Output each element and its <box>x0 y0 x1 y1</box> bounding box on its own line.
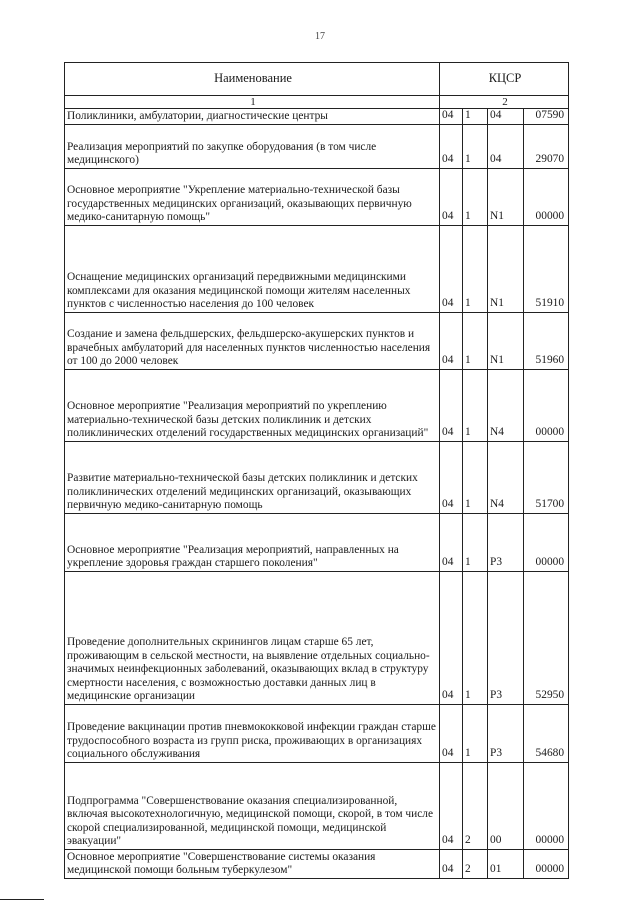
table-row <box>65 849 569 878</box>
name-cell: Основное мероприятие "Реализация мероприятий по укреплению материально-технической базы детских поликлиник и детских поликлинических отделений государственных медицинских организаций" <box>65 369 440 441</box>
name-cell: Основное мероприятие "Реализация мероприятий, направленных на укрепление здоровья граждан старшего поколения" <box>65 513 440 571</box>
code-direction-cell: 00000 <box>524 513 569 571</box>
code-section-cell: 04 <box>440 513 463 571</box>
code-section-cell: 04 <box>440 225 463 312</box>
code-direction-cell: 51700 <box>524 441 569 513</box>
code-direction-cell: 51910 <box>524 225 569 312</box>
code-program-cell: 1 <box>463 168 488 225</box>
name-cell: Основное мероприятие "Совершенствование системы оказания медицинской помощи больным туберкулезом" <box>65 849 440 878</box>
code-subprogram-cell: 04 <box>488 109 524 125</box>
table-row <box>65 124 569 168</box>
code-subprogram-cell: P3 <box>488 704 524 762</box>
table-row <box>65 369 569 441</box>
code-section-cell: 04 <box>440 109 463 125</box>
footnote-rule <box>0 899 44 900</box>
header-name-column: Наименование <box>65 63 440 96</box>
name-cell: Подпрограмма "Совершенствование оказания специализированной, включая высокотехнологичную, медицинской помощи, скорой, в том числе скорой специализированной, медицинской помощи, медицинской эвакуации" <box>65 762 440 849</box>
table-column-number-row <box>65 96 569 109</box>
code-section-cell: 04 <box>440 571 463 704</box>
name-cell: Проведение вакцинации против пневмококковой инфекции граждан старше трудоспособного возраста из групп риска, проживающих в организациях социального обслуживания <box>65 704 440 762</box>
table-row <box>65 312 569 369</box>
table-row <box>65 441 569 513</box>
header-name-number: 1 <box>65 96 440 109</box>
code-section-cell: 04 <box>440 369 463 441</box>
code-program-cell: 2 <box>463 849 488 878</box>
table-row <box>65 109 569 125</box>
code-subprogram-cell: 01 <box>488 849 524 878</box>
table-row <box>65 225 569 312</box>
code-program-cell: 1 <box>463 441 488 513</box>
table-row <box>65 513 569 571</box>
name-cell: Проведение дополнительных скринингов лицам старше 65 лет, проживающим в сельской местности, на выявление отдельных социально-значимых неинфекционных заболеваний, оказывающих вклад в структуру смертности населения, с возможностью доставки данных лиц в медицинские организации <box>65 571 440 704</box>
code-subprogram-cell: N4 <box>488 369 524 441</box>
code-program-cell: 1 <box>463 513 488 571</box>
code-direction-cell: 00000 <box>524 369 569 441</box>
code-section-cell: 04 <box>440 441 463 513</box>
code-direction-cell: 00000 <box>524 168 569 225</box>
code-subprogram-cell: P3 <box>488 571 524 704</box>
code-section-cell: 04 <box>440 124 463 168</box>
table-row <box>65 571 569 704</box>
code-program-cell: 1 <box>463 704 488 762</box>
code-program-cell: 1 <box>463 109 488 125</box>
header-code-number: 2 <box>440 96 569 109</box>
code-direction-cell: 54680 <box>524 704 569 762</box>
code-subprogram-cell: N1 <box>488 225 524 312</box>
code-subprogram-cell: N4 <box>488 441 524 513</box>
code-subprogram-cell: N1 <box>488 312 524 369</box>
name-cell: Создание и замена фельдшерских, фельдшерско-акушерских пунктов и врачебных амбулаторий для населенных пунктов численностью населения от 100 до 2000 человек <box>65 312 440 369</box>
code-program-cell: 2 <box>463 762 488 849</box>
code-program-cell: 1 <box>463 571 488 704</box>
table-row <box>65 168 569 225</box>
code-section-cell: 04 <box>440 704 463 762</box>
code-subprogram-cell: N1 <box>488 168 524 225</box>
name-cell: Реализация мероприятий по закупке оборудования (в том числе медицинского) <box>65 124 440 168</box>
page-number: 17 <box>315 31 325 42</box>
header-code-column: КЦСР <box>440 63 569 96</box>
code-direction-cell: 29070 <box>524 124 569 168</box>
table-header-row <box>65 63 569 96</box>
code-subprogram-cell: P3 <box>488 513 524 571</box>
code-section-cell: 04 <box>440 762 463 849</box>
code-direction-cell: 52950 <box>524 571 569 704</box>
code-program-cell: 1 <box>463 225 488 312</box>
code-program-cell: 1 <box>463 369 488 441</box>
code-direction-cell: 00000 <box>524 849 569 878</box>
code-program-cell: 1 <box>463 312 488 369</box>
code-section-cell: 04 <box>440 168 463 225</box>
code-section-cell: 04 <box>440 312 463 369</box>
code-direction-cell: 07590 <box>524 109 569 125</box>
code-program-cell: 1 <box>463 124 488 168</box>
code-direction-cell: 00000 <box>524 762 569 849</box>
code-subprogram-cell: 00 <box>488 762 524 849</box>
table-row <box>65 762 569 849</box>
name-cell: Основное мероприятие "Укрепление материально-технической базы государственных медицинских организаций, оказывающих первичную медико-санитарную помощь" <box>65 168 440 225</box>
name-cell: Оснащение медицинских организаций передвижными медицинскими комплексами для оказания медицинской помощи жителям населенных пунктов с численностью населения до 100 человек <box>65 225 440 312</box>
code-direction-cell: 51960 <box>524 312 569 369</box>
name-cell: Развитие материально-технической базы детских поликлиник и детских поликлинических отделений медицинских организаций, оказывающих первичную медико-санитарную помощь <box>65 441 440 513</box>
code-section-cell: 04 <box>440 849 463 878</box>
code-subprogram-cell: 04 <box>488 124 524 168</box>
table-row <box>65 704 569 762</box>
name-cell: Поликлиники, амбулатории, диагностические центры <box>65 109 440 125</box>
budget-classification-table <box>64 62 569 879</box>
